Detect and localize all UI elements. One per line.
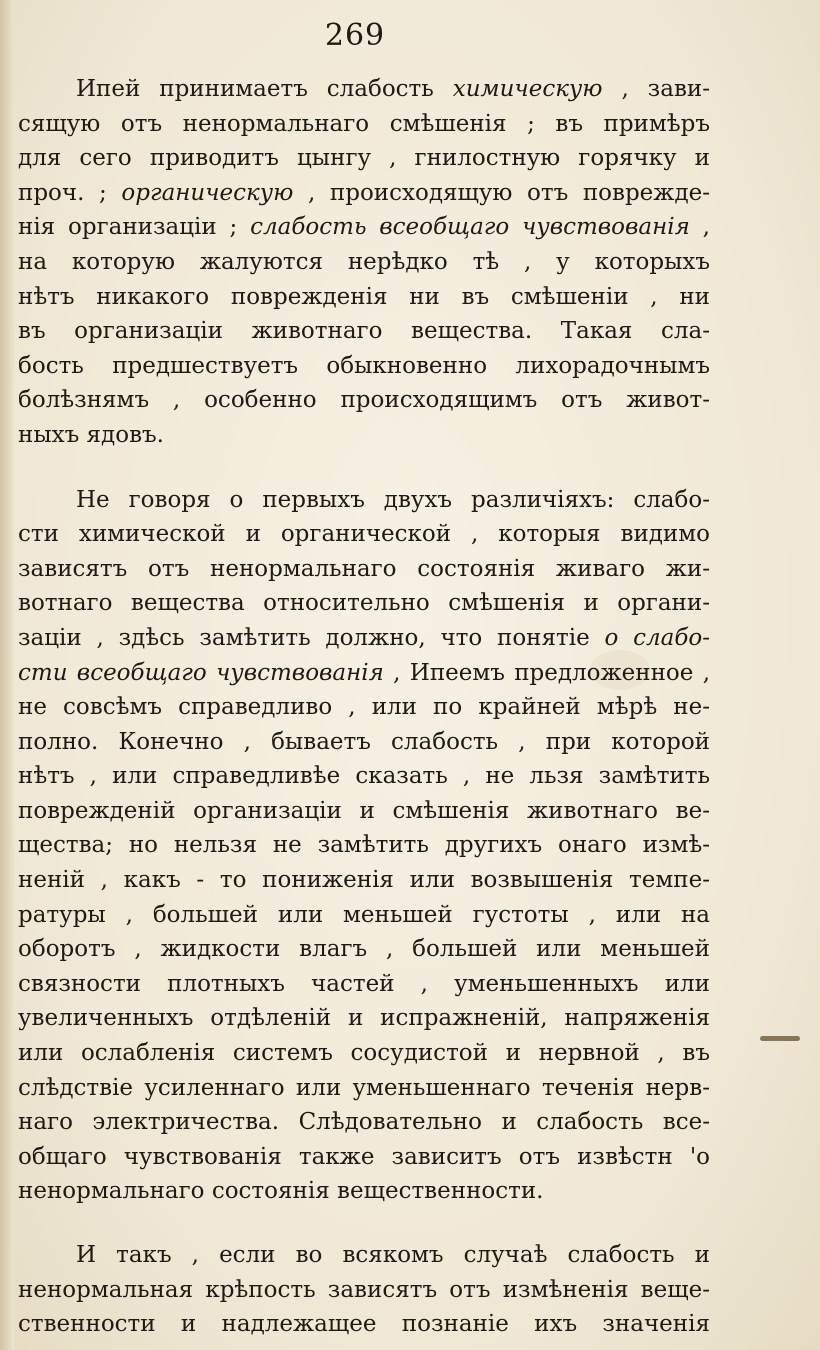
- text-segment: для сего приводитъ цынгу , гнилостную горячку и: [18, 145, 710, 172]
- text-line: [18, 932, 710, 967]
- text-line: [18, 552, 710, 587]
- text-segment: нѣтъ никакого поврежденія ни въ смѣшеніи , ни: [18, 283, 710, 310]
- text-segment: Не говоря о первыхъ двухъ различіяхъ: слабо-: [76, 486, 710, 513]
- italic-segment: сти всеобщаго чувствованія: [18, 659, 384, 686]
- page-number: 269: [324, 18, 386, 53]
- italic-segment: о слабо-: [604, 624, 710, 651]
- text-segment: ныхъ ядовъ.: [18, 421, 164, 448]
- text-line: [18, 967, 710, 1002]
- text-line: [18, 621, 710, 656]
- text-segment: сти химической и органической , которыя видимо: [18, 521, 710, 548]
- text-segment: въ организаціи животнаго вещества. Такая сла-: [18, 318, 710, 345]
- text-segment: болѣзнямъ , особенно происходящимъ отъ живот-: [18, 387, 710, 414]
- text-segment: полно. Конечно , бываетъ слабость , при которой: [18, 728, 710, 755]
- text-segment: проч. ;: [18, 179, 122, 206]
- text-segment: ратуры , большей или меньшей густоты , или на: [18, 901, 710, 928]
- text-segment: , зави-: [602, 76, 710, 102]
- text-line: [18, 898, 710, 933]
- text-segment: вотнаго вещества относительно смѣшенія и органи-: [18, 590, 710, 617]
- text-line: [18, 245, 710, 280]
- text-line: [18, 1140, 710, 1175]
- text-segment: сящую отъ ненормальнаго смѣшенія ; въ примѣръ: [18, 110, 710, 137]
- text-line: [18, 1174, 710, 1209]
- text-line: [18, 176, 710, 211]
- text-line: [18, 1273, 710, 1308]
- text-segment: поврежденій организаціи и смѣшенія животнаго ве-: [18, 797, 710, 824]
- text-segment: не совсѣмъ справедливо , или по крайней мѣрѣ не-: [18, 694, 710, 721]
- text-line: [18, 483, 710, 518]
- text-line: [18, 383, 710, 418]
- text-line: [18, 517, 710, 552]
- text-segment: ненормальнаго состоянія вещественности.: [18, 1178, 544, 1205]
- text-line: [18, 280, 710, 315]
- text-segment: слѣдствіе усиленнаго или уменьшеннаго теченія нерв-: [18, 1074, 710, 1101]
- italic-segment: органическую: [121, 179, 294, 206]
- text-line: [18, 141, 710, 176]
- paragraph: [18, 1238, 710, 1342]
- text-segment: , Ипеемъ предложенное ,: [383, 659, 711, 686]
- text-line: [18, 418, 710, 453]
- text-line: [18, 107, 710, 142]
- text-segment: Ипей принимаетъ слабость: [76, 76, 453, 102]
- body-text: [18, 72, 710, 1342]
- text-segment: нія организаціи ;: [18, 214, 251, 241]
- text-segment: на которую жалуются нерѣдко тѣ , у которыхъ: [18, 248, 710, 275]
- text-segment: заціи , здѣсь замѣтить должно, что понятіе: [18, 624, 605, 651]
- text-line: [18, 349, 710, 384]
- text-line: [18, 1036, 710, 1071]
- italic-segment: слабость всеобщаго чувствованія: [250, 214, 690, 241]
- text-segment: зависятъ отъ ненормальнаго состоянія живаго жи-: [18, 555, 710, 582]
- text-segment: ,: [689, 214, 710, 241]
- text-line: [18, 828, 710, 863]
- text-line: [18, 1307, 710, 1342]
- text-line: [18, 72, 710, 107]
- text-line: [18, 863, 710, 898]
- text-segment: увеличенныхъ отдѣленій и испражненій, напряженія: [18, 1005, 710, 1032]
- text-segment: И такъ , если во всякомъ случаѣ слабость и: [76, 1242, 710, 1268]
- text-line: [18, 1071, 710, 1106]
- text-line: [18, 656, 710, 691]
- text-segment: ственности и надлежащее познаніе ихъ значенія: [18, 1311, 710, 1338]
- text-segment: оборотъ , жидкости влагъ , большей или меньшей: [18, 936, 710, 963]
- paragraph: [18, 72, 710, 453]
- italic-segment: химическую: [452, 76, 603, 102]
- paragraph-gap: [18, 1209, 710, 1238]
- text-line: [18, 586, 710, 621]
- paragraph-gap: [18, 453, 710, 483]
- text-line: [18, 1105, 710, 1140]
- text-segment: щества; но нельзя не замѣтить другихъ онаго измѣ-: [18, 832, 710, 859]
- text-line: [18, 690, 710, 725]
- paragraph: [18, 483, 710, 1209]
- text-line: [18, 210, 710, 245]
- text-line: [18, 1238, 710, 1273]
- text-line: [18, 314, 710, 349]
- margin-mark: [760, 1036, 800, 1041]
- text-segment: ненормальная крѣпость зависятъ отъ измѣненія веще-: [18, 1276, 710, 1303]
- page-gutter: [0, 0, 14, 1350]
- text-segment: связности плотныхъ частей , уменьшенныхъ или: [18, 970, 710, 997]
- text-segment: нѣтъ , или справедливѣе сказать , не льзя замѣтить: [18, 763, 710, 790]
- text-segment: общаго чувствованія также зависитъ отъ извѣстн 'о: [18, 1143, 710, 1170]
- text-segment: наго электричества. Слѣдовательно и слабость все-: [18, 1109, 710, 1136]
- text-segment: или ослабленія системъ сосудистой и нервной , въ: [18, 1040, 710, 1067]
- text-segment: , происходящую отъ поврежде-: [293, 179, 710, 206]
- text-segment: неній , какъ - то пониженія или возвышенія темпе-: [18, 867, 710, 894]
- text-line: [18, 794, 710, 829]
- text-line: [18, 725, 710, 760]
- text-line: [18, 1001, 710, 1036]
- text-segment: бость предшествуетъ обыкновенно лихорадочнымъ: [18, 352, 710, 379]
- text-line: [18, 759, 710, 794]
